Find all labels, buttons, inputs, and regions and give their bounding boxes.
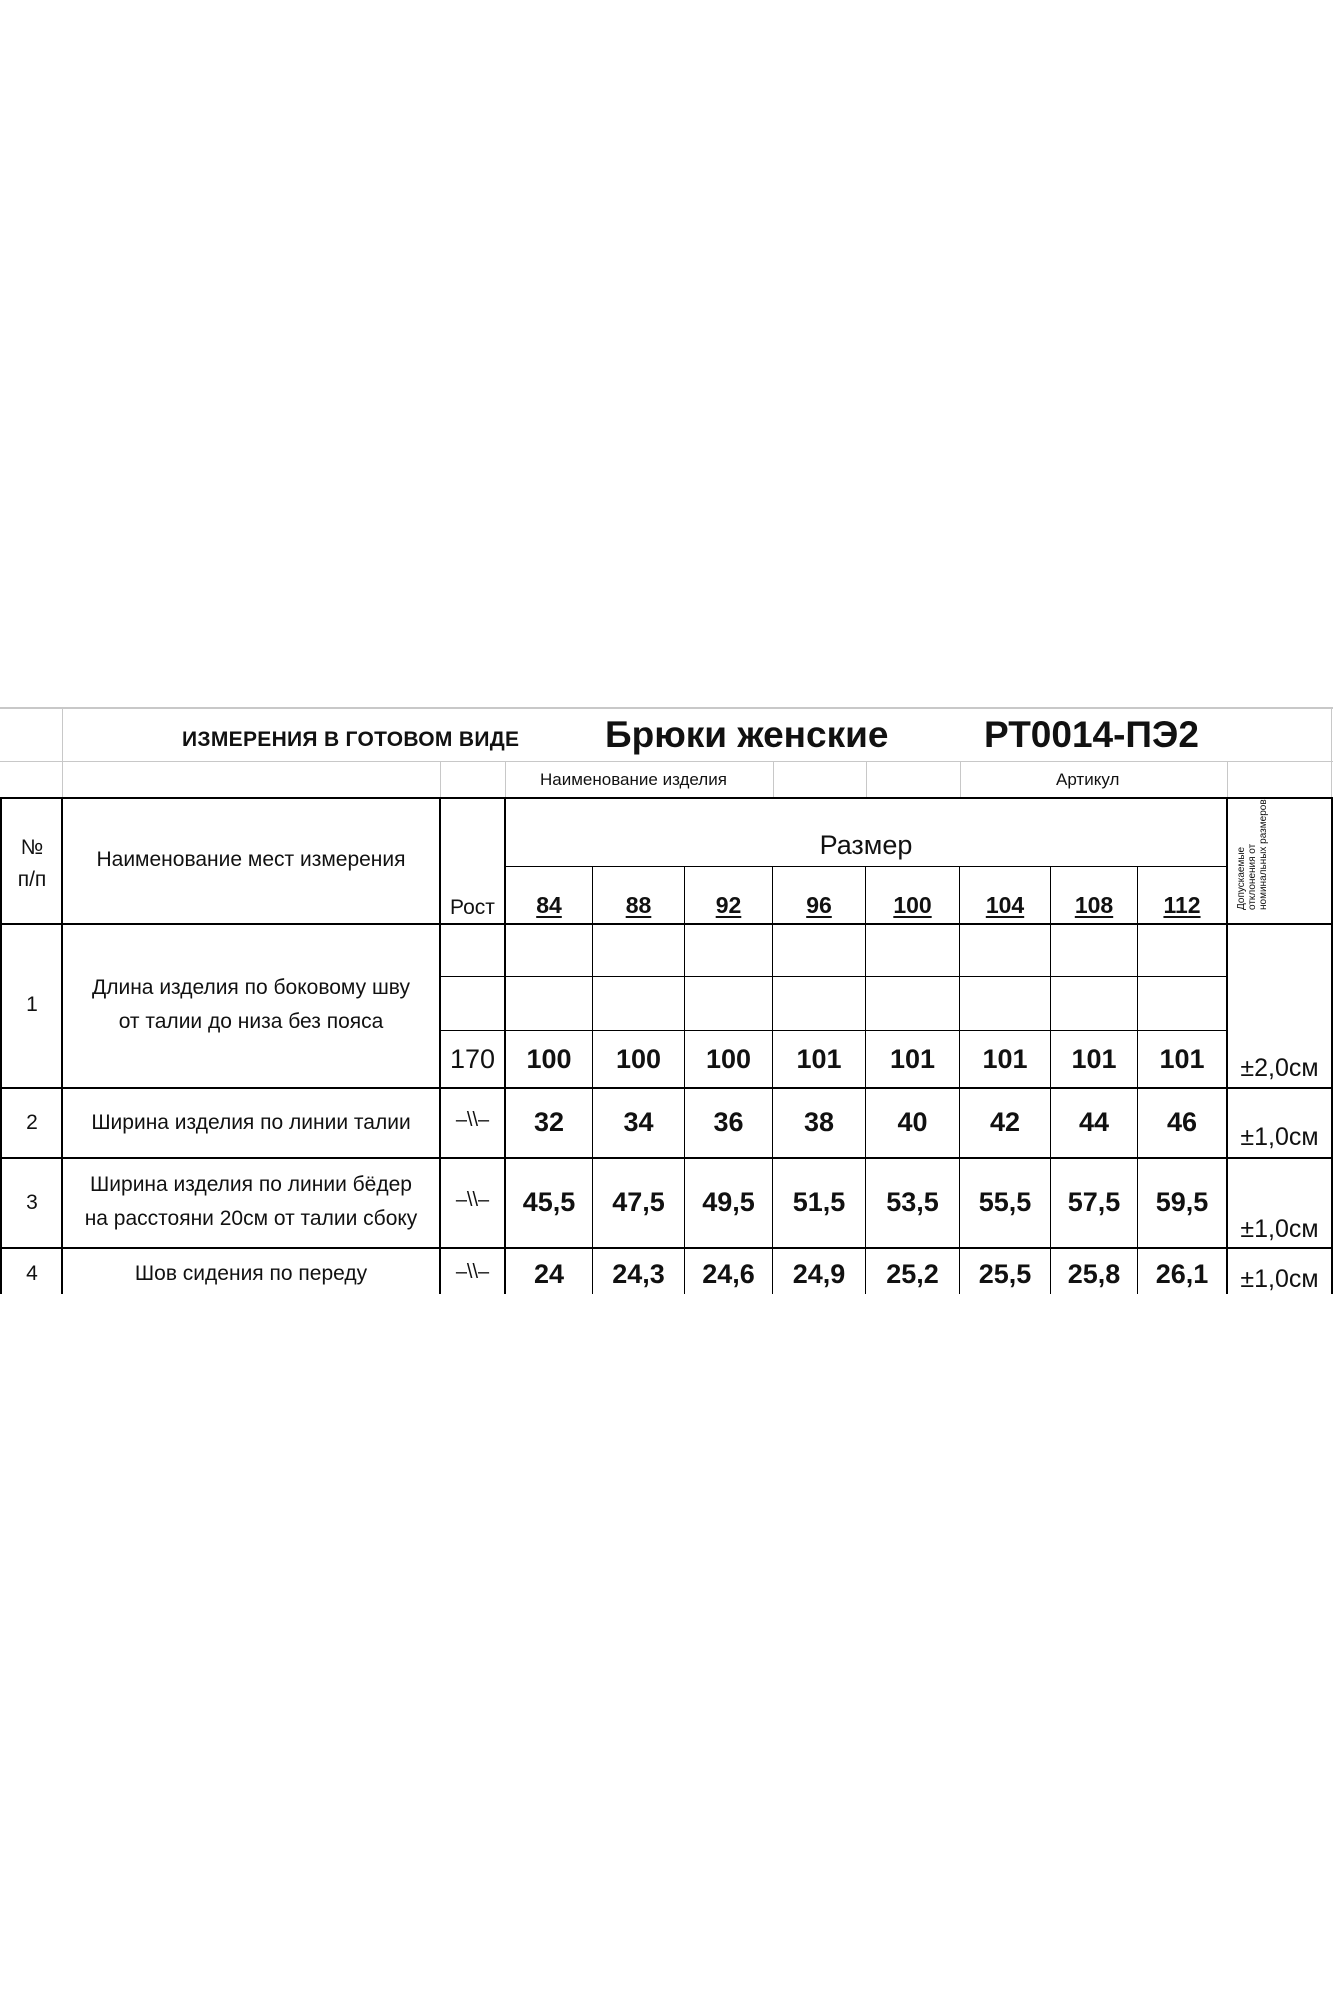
col-header-height: Рост — [450, 896, 495, 919]
row-value: 101 — [796, 1044, 842, 1074]
col-header-size-group: Размер — [819, 830, 913, 860]
article-caption: Артикул — [1056, 770, 1120, 789]
size-108: 108 — [1074, 892, 1114, 918]
row-value: 46 — [1166, 1107, 1198, 1137]
row-value: 24 — [533, 1259, 565, 1289]
row-value: 57,5 — [1067, 1187, 1121, 1217]
row-value: 51,5 — [792, 1187, 846, 1217]
row-tolerance: ±1,0см — [1240, 1265, 1319, 1293]
grid-line — [773, 762, 774, 797]
row-value: 24,9 — [792, 1259, 846, 1289]
grid-line — [0, 923, 1333, 925]
row-value: 100 — [526, 1044, 572, 1074]
row-value: 25,2 — [886, 1259, 939, 1289]
grid-line — [440, 1030, 1228, 1031]
row-value: 34 — [623, 1107, 654, 1137]
col-header-tolerance: Допускаемые отклонения от номинальных размеров — [1236, 799, 1269, 910]
row-measure-name: Ширина изделия по линии бёдер на расстояни 20см от талии сбоку — [84, 1173, 418, 1230]
grid-line — [959, 866, 960, 1294]
grid-line — [592, 866, 593, 1294]
table-caption: ИЗМЕРЕНИЯ В ГОТОВОМ ВИДЕ — [182, 728, 520, 751]
row-value: 45,5 — [522, 1187, 576, 1217]
row-value: 101 — [889, 1044, 936, 1074]
grid-line — [440, 976, 1228, 977]
product-caption: Наименование изделия — [540, 770, 727, 789]
row-height: –\\– — [455, 1261, 490, 1283]
row-height: 170 — [449, 1044, 496, 1074]
grid-line — [0, 761, 1333, 762]
grid-line — [1227, 762, 1228, 797]
col-header-number: № п/п — [17, 836, 47, 891]
grid-line — [1331, 707, 1332, 797]
grid-line — [1050, 866, 1051, 1294]
grid-line — [0, 707, 1333, 709]
row-value: 44 — [1078, 1107, 1110, 1137]
row-value: 26,1 — [1155, 1259, 1209, 1289]
grid-line — [684, 866, 685, 1294]
size-104: 104 — [985, 892, 1025, 918]
grid-line — [62, 707, 63, 797]
grid-line — [1137, 866, 1138, 1294]
col-header-measure-name: Наименование мест измерения — [96, 848, 406, 871]
row-value: 36 — [713, 1107, 744, 1137]
article-code: РТ0014-ПЭ2 — [984, 714, 1199, 755]
grid-line — [960, 762, 961, 797]
row-tolerance: ±2,0см — [1240, 1054, 1319, 1082]
row-value: 53,5 — [886, 1187, 939, 1217]
row-tolerance: ±1,0см — [1240, 1123, 1319, 1151]
row-tolerance: ±1,0см — [1240, 1215, 1319, 1243]
grid-line — [865, 866, 866, 1294]
row-value: 101 — [1071, 1044, 1117, 1074]
row-value: 100 — [615, 1044, 662, 1074]
size-88: 88 — [625, 892, 652, 918]
row-measure-name: Ширина изделия по линии талии — [91, 1111, 411, 1134]
row-value: 42 — [989, 1107, 1021, 1137]
row-value: 59,5 — [1155, 1187, 1209, 1217]
size-112: 112 — [1163, 892, 1201, 918]
grid-line — [0, 797, 1333, 799]
table-row — [0, 1249, 1333, 1294]
grid-line — [505, 866, 1228, 867]
size-92: 92 — [715, 892, 742, 918]
grid-line — [0, 1157, 1333, 1159]
grid-line — [505, 762, 506, 797]
row-number: 4 — [26, 1262, 38, 1285]
size-84: 84 — [536, 892, 562, 918]
grid-line — [866, 762, 867, 797]
row-value: 25,5 — [978, 1259, 1032, 1289]
row-height: –\\– — [455, 1109, 490, 1131]
row-value: 47,5 — [612, 1187, 665, 1217]
row-value: 49,5 — [702, 1187, 755, 1217]
row-value: 101 — [982, 1044, 1028, 1074]
row-number: 2 — [26, 1111, 38, 1134]
row-height: –\\– — [455, 1189, 490, 1211]
grid-line — [0, 1087, 1333, 1089]
row-value: 55,5 — [978, 1187, 1032, 1217]
row-measure-name: Длина изделия по боковому шву от талии до низа без пояса — [92, 976, 410, 1033]
row-measure-name: Шов сидения по переду — [134, 1262, 368, 1285]
row-value: 24,3 — [612, 1259, 665, 1289]
grid-line — [772, 866, 773, 1294]
grid-line — [440, 762, 441, 797]
size-100: 100 — [893, 892, 932, 918]
row-value: 32 — [533, 1107, 565, 1137]
row-value: 25,8 — [1067, 1259, 1121, 1289]
row-value: 40 — [897, 1107, 928, 1137]
row-number: 1 — [26, 993, 38, 1016]
row-value: 24,6 — [702, 1259, 755, 1289]
size-96: 96 — [806, 892, 832, 918]
product-title: Брюки женские — [605, 714, 889, 755]
row-value: 101 — [1159, 1044, 1205, 1074]
row-number: 3 — [26, 1191, 38, 1214]
row-value: 100 — [705, 1044, 752, 1074]
row-value: 38 — [803, 1107, 835, 1137]
